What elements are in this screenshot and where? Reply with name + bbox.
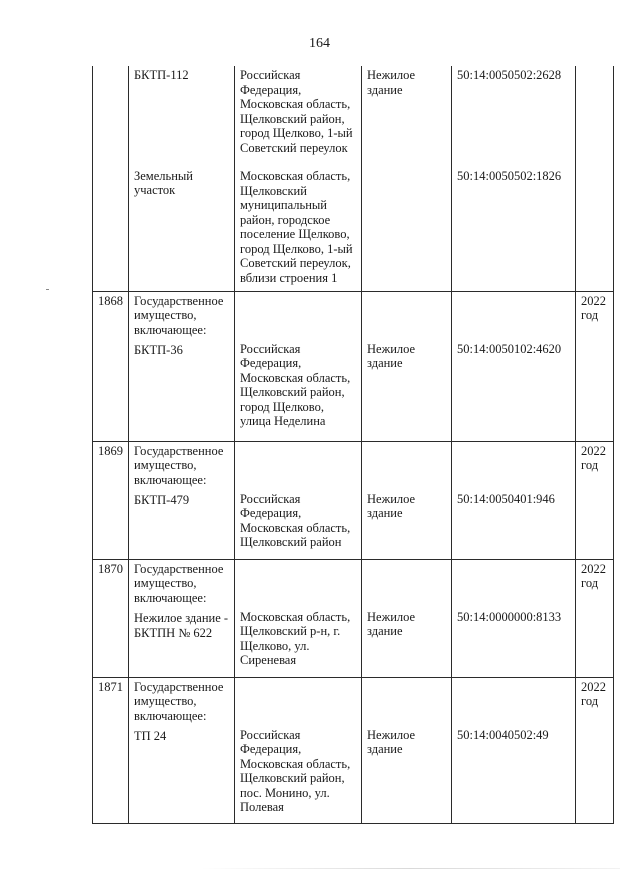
object-name-cell <box>129 677 235 823</box>
type-cell <box>362 677 452 823</box>
object-type: Нежилое здание <box>367 341 416 370</box>
object-name: ТП 24 <box>134 729 167 743</box>
year-cell <box>576 66 614 291</box>
type-cell <box>362 66 452 291</box>
address-cell <box>235 66 362 291</box>
object-address: Российская Федерация, Московская область, Щелковский район, город Щелково, улица Неделина <box>240 341 351 428</box>
cadastral-cell <box>452 677 576 823</box>
table-row <box>93 677 614 823</box>
type-cell <box>362 291 452 441</box>
object-address: Российская Федерация, Московская область, Щелковский район, пос. Монино, ул. Полевая <box>240 727 351 814</box>
address-cell <box>235 291 362 441</box>
address-cell <box>235 677 362 823</box>
object-address: Российская Федерация, Московская область, Щелковский район <box>240 491 351 549</box>
object-address: Московская область, Щелковский муниципальный район, городское поселение Щелково, город Щелково, 1-ый Советский переулок, вблизи строения 1 <box>240 169 353 285</box>
year-cell: 2022 год <box>576 291 614 441</box>
row-number <box>93 66 129 291</box>
cadastral-cell <box>452 291 576 441</box>
address-cell <box>235 441 362 559</box>
row-number: 1869 <box>93 441 129 559</box>
cadastral-number: 50:14:0040502:49 <box>457 727 549 742</box>
cadastral-number: 50:14:0050401:946 <box>457 491 555 506</box>
table-row <box>93 291 614 441</box>
object-name: Земельный участок <box>134 168 193 197</box>
object-name-cell <box>129 559 235 677</box>
table-row <box>93 441 614 559</box>
cadastral-cell <box>452 559 576 677</box>
object-type: Нежилое здание <box>367 68 416 97</box>
object-name: Нежилое здание - БКТПН № 622 <box>134 611 229 640</box>
year-cell: 2022 год <box>576 559 614 677</box>
object-name: БКТП-479 <box>134 493 190 507</box>
address-cell <box>235 559 362 677</box>
object-type: Нежилое здание <box>367 491 416 520</box>
scan-artifact <box>46 289 49 290</box>
object-name: БКТП-36 <box>134 343 183 357</box>
object-address: Московская область, Щелковский р-н, г. Щелково, ул. Сиреневая <box>240 609 351 667</box>
cadastral-number: 50:14:0050502:2628 <box>457 68 562 82</box>
group-header: Государственное имущество, включающее: <box>134 679 224 723</box>
object-name-cell <box>129 291 235 441</box>
group-header: Государственное имущество, включающее: <box>134 443 224 487</box>
page-number: 164 <box>309 36 330 51</box>
row-number: 1871 <box>93 677 129 823</box>
year-cell: 2022 год <box>576 677 614 823</box>
scan-artifact <box>200 868 620 869</box>
cadastral-number: 50:14:0050102:4620 <box>457 341 562 356</box>
group-header: Государственное имущество, включающее: <box>134 293 224 337</box>
table-row <box>93 66 614 291</box>
object-name-cell <box>129 441 235 559</box>
object-name: БКТП-112 <box>134 68 189 82</box>
type-cell <box>362 441 452 559</box>
table-row <box>93 559 614 677</box>
cadastral-cell <box>452 441 576 559</box>
property-registry-table <box>92 66 614 824</box>
cadastral-cell <box>452 66 576 291</box>
type-cell <box>362 559 452 677</box>
object-type: Нежилое здание <box>367 609 416 638</box>
row-number: 1868 <box>93 291 129 441</box>
year-cell: 2022 год <box>576 441 614 559</box>
group-header: Государственное имущество, включающее: <box>134 561 224 605</box>
object-address: Российская Федерация, Московская область, Щелковский район, город Щелково, 1-ый Советский переулок <box>240 68 353 155</box>
cadastral-number: 50:14:0000000:8133 <box>457 609 562 624</box>
row-number: 1870 <box>93 559 129 677</box>
object-type: Нежилое здание <box>367 727 416 756</box>
cadastral-number: 50:14:0050502:1826 <box>457 168 562 183</box>
object-name-cell <box>129 66 235 291</box>
